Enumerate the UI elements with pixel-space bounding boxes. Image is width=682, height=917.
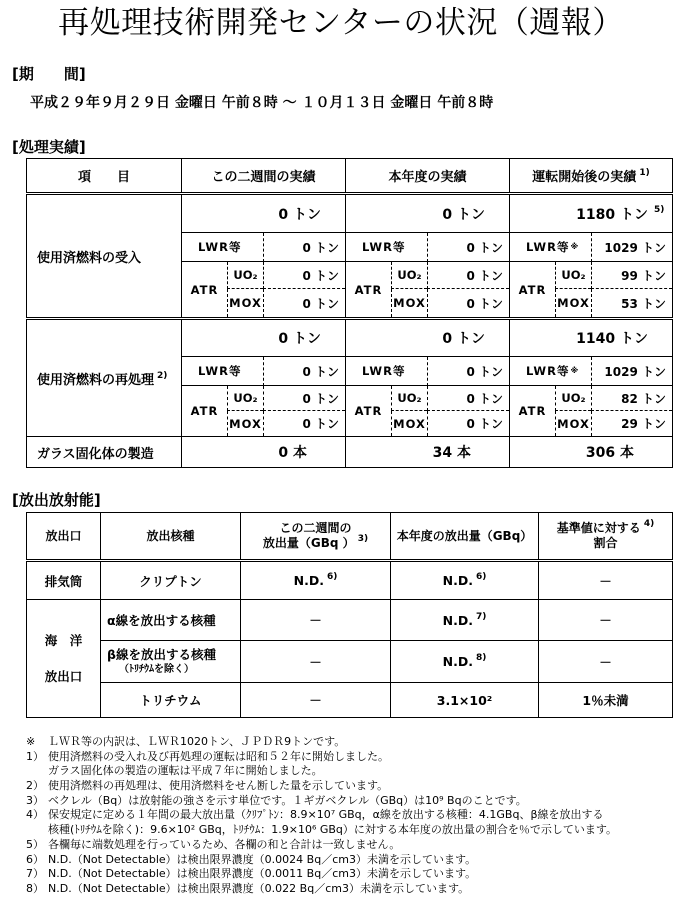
footnote-1-continued xyxy=(26,764,676,779)
mox-value: 0 トン xyxy=(263,411,345,436)
footnote-2 xyxy=(26,779,676,794)
mox-value: 29 トン xyxy=(591,411,672,436)
atr-label: ATR xyxy=(354,404,383,418)
quantity-breakdown xyxy=(182,320,345,436)
alpha-ratio: － xyxy=(539,600,673,641)
uo2-label: UO₂ xyxy=(227,262,263,289)
lwr-value: 1029 トン xyxy=(591,357,672,386)
footnote-6 xyxy=(26,853,676,868)
lwr-value: 0 トン xyxy=(427,233,509,262)
period-text: 平成２９年９月２９日 金曜日 午前８時 ～ １０月１３日 金曜日 午前８時 xyxy=(30,95,494,111)
tritium-this-year: 3.1×10² xyxy=(391,683,539,718)
period-heading: [期 間] xyxy=(12,65,86,83)
lwr-label: LWR等 xyxy=(182,233,263,262)
footnote-4 xyxy=(26,808,676,823)
receipt-row xyxy=(27,194,673,319)
note-ref: 1) xyxy=(639,168,650,178)
total-value xyxy=(510,320,672,357)
footnote-mark: 6） xyxy=(26,852,44,866)
total-amount: 0 トン xyxy=(278,206,321,223)
footnote-lwr xyxy=(26,735,676,750)
release-header-row xyxy=(27,513,673,561)
mox-label: MOX xyxy=(391,289,427,317)
total-amount: 1140 トン xyxy=(576,331,648,347)
note-ref: 2) xyxy=(157,370,168,381)
total-value xyxy=(510,195,672,233)
footnote-mark: 7） xyxy=(26,867,44,881)
mox-value: 0 トン xyxy=(263,289,345,317)
stack-two-weeks xyxy=(241,561,391,600)
stack-this-year-value: N.D. xyxy=(442,573,473,588)
footnote-text: N.D.（Not Detectable）は検出限界濃度（0.0011 Bq／cm3）未満を示しています。 xyxy=(48,867,477,881)
alpha-this-year xyxy=(391,600,539,641)
receipt-this-year-cell xyxy=(346,194,510,319)
footnote-text: 使用済燃料の再処理は、使用済燃料をせん断した量を示しています。 xyxy=(48,779,389,793)
footnote-text: N.D.（Not Detectable）は検出限界濃度（0.022 Bq／cm3）未満を示しています。 xyxy=(48,881,470,895)
stack-nuclide: クリプトン xyxy=(101,561,241,600)
uo2-label: UO₂ xyxy=(555,386,591,411)
spacer xyxy=(27,649,100,669)
processing-table xyxy=(26,158,673,468)
receipt-label: 使用済燃料の受入 xyxy=(27,194,182,319)
mox-label: MOX xyxy=(227,411,263,436)
lwr-label: LWR等 xyxy=(346,233,427,262)
footnote-mark: 5） xyxy=(26,837,44,851)
receipt-since-start-cell xyxy=(510,194,673,319)
stack-two-weeks-value: N.D. xyxy=(293,573,324,588)
lwr-label: LWR等 xyxy=(182,357,263,386)
uo2-label: UO₂ xyxy=(391,262,427,289)
footnote-text: N.D.（Not Detectable）は検出限界濃度（0.0024 Bq／cm3）未満を示しています。 xyxy=(48,852,477,866)
uo2-value: 99 トン xyxy=(591,262,672,289)
beta-nuclide-line2: （ﾄﾘﾁｳﾑを除く） xyxy=(119,664,194,675)
processing-heading: [処理実績] xyxy=(12,138,86,156)
uo2-label: UO₂ xyxy=(391,386,427,411)
total-value xyxy=(346,320,509,357)
atr-label: ATR xyxy=(518,282,547,297)
footnote-mark: 2） xyxy=(26,779,44,793)
processing-header-row xyxy=(27,159,673,194)
header-ratio-line1-wrap xyxy=(539,521,672,536)
reprocessing-label-text: 使用済燃料の再処理 xyxy=(37,372,155,388)
footnote-text: 各欄毎に端数処理を行っているため、各欄の和と合計は一致しません。 xyxy=(48,837,401,851)
header-outlet: 放出口 xyxy=(27,513,101,561)
atr-label: ATR xyxy=(190,404,219,418)
footnote-text: ガラス固化体の製造の運転は平成７年に開始しました。 xyxy=(48,764,323,778)
header-item: 項 目 xyxy=(27,159,182,194)
mox-value: 0 トン xyxy=(427,411,509,436)
footnote-4-continued xyxy=(26,823,676,838)
total-amount: 1180 トン xyxy=(576,206,648,223)
header-ratio-line2: 割合 xyxy=(593,536,618,550)
lwr-value: 0 トン xyxy=(427,357,509,386)
tritium-two-weeks: － xyxy=(241,683,391,718)
vitrification-label: ガラス固化体の製造 xyxy=(27,437,182,468)
total-value xyxy=(346,195,509,233)
header-this-year-release: 本年度の放出量（GBq） xyxy=(391,513,539,561)
header-two-weeks-line2: 放出量（GBq ） xyxy=(262,536,355,550)
quantity-breakdown xyxy=(510,320,672,436)
quantity-breakdown xyxy=(510,195,672,317)
sea-outlet xyxy=(27,600,101,718)
mox-label: MOX xyxy=(391,411,427,436)
uo2-label: UO₂ xyxy=(555,262,591,289)
lwr-label: LWR等 ※ xyxy=(510,233,591,262)
total-amount: 0 トン xyxy=(278,331,321,347)
beta-this-year-value: N.D. xyxy=(442,654,473,669)
alpha-two-weeks: － xyxy=(241,600,391,641)
quantity-breakdown xyxy=(346,320,509,436)
footnote-3 xyxy=(26,794,676,809)
footnote-mark: 3） xyxy=(26,793,44,807)
beta-row xyxy=(27,641,673,683)
lwr-value: 1029 トン xyxy=(591,233,672,262)
header-two-weeks-line2-wrap xyxy=(241,536,390,551)
note-ref: 6) xyxy=(326,572,338,582)
footnote-mark: 1） xyxy=(26,749,44,763)
note-ref: 8) xyxy=(475,653,487,663)
total-amount-wrap xyxy=(576,204,665,224)
footnote-text: ベクレル（Bq）は放射能の強さを示す単位です。１ギガベクレル（GBq）は10⁹ Bqのことです。 xyxy=(48,793,527,807)
tritium-nuclide: トリチウム xyxy=(101,683,241,718)
note-ref: 6) xyxy=(475,572,487,582)
header-since-start-text: 運転開始後の実績 xyxy=(532,170,637,185)
header-two-weeks: この二週間の実績 xyxy=(182,159,346,194)
footnote-text: 核種(ﾄﾘﾁｳﾑを除く)：9.6×10² GBq，ﾄﾘﾁｳﾑ：1.9×10⁶ GBq）に対する本年度の放出量の割合を％で示しています。 xyxy=(48,823,618,837)
total-value xyxy=(182,195,345,233)
mox-value: 0 トン xyxy=(427,289,509,317)
lwr-value: 0 トン xyxy=(263,357,345,386)
stack-this-year xyxy=(391,561,539,600)
mox-label: MOX xyxy=(555,289,591,317)
note-ref: 7) xyxy=(475,611,487,622)
quantity-breakdown xyxy=(346,195,509,317)
footnote-5 xyxy=(26,838,676,853)
vitrification-row xyxy=(27,437,673,468)
vitrification-since-start: 306 本 xyxy=(510,437,673,468)
total-amount: 0 トン xyxy=(442,331,485,347)
total-value xyxy=(182,320,345,357)
beta-ratio: － xyxy=(539,641,673,683)
note-ref: 5) xyxy=(654,204,665,215)
sea-outlet-line1: 海 洋 xyxy=(44,632,83,648)
lwr-label-text: LWR等 xyxy=(526,364,570,378)
total-amount: 0 トン xyxy=(442,206,485,223)
reprocessing-since-start-cell xyxy=(510,319,673,437)
beta-nuclide-line1: β線を放出する核種 xyxy=(107,647,216,662)
uo2-value: 0 トン xyxy=(263,262,345,289)
lwr-label-text: LWR等 xyxy=(526,240,570,254)
header-two-weeks-release xyxy=(241,513,391,561)
page-title: 再処理技術開発センターの状況（週報） xyxy=(58,5,624,41)
reprocessing-two-weeks-cell xyxy=(182,319,346,437)
release-heading: [放出放射能] xyxy=(12,491,101,509)
footnotes xyxy=(26,735,676,897)
uo2-label: UO₂ xyxy=(227,386,263,411)
lwr-label: LWR等 xyxy=(346,357,427,386)
lwr-label: LWR等 ※ xyxy=(510,357,591,386)
reprocessing-label xyxy=(27,319,182,437)
quantity-breakdown xyxy=(182,195,345,317)
atr-label: ATR xyxy=(190,282,219,297)
beta-two-weeks: － xyxy=(241,641,391,683)
mox-label: MOX xyxy=(555,411,591,436)
reprocessing-row xyxy=(27,319,673,437)
uo2-value: 0 トン xyxy=(263,386,345,411)
footnote-7 xyxy=(26,867,676,882)
header-nuclide: 放出核種 xyxy=(101,513,241,561)
vitrification-this-year: 34 本 xyxy=(346,437,510,468)
note-ref: 3) xyxy=(357,534,369,544)
alpha-this-year-value: N.D. xyxy=(442,612,473,628)
stack-ratio: － xyxy=(539,561,673,600)
release-table xyxy=(26,512,673,718)
sea-outlet-line2: 放出口 xyxy=(44,668,83,684)
beta-nuclide xyxy=(101,641,241,683)
footnote-mark: 4） xyxy=(26,808,44,822)
footnote-text: ＬＷＲ等の内訳は、ＬＷＲ1020トン、ＪＰＤＲ9トンです。 xyxy=(48,735,346,748)
header-since-start xyxy=(510,159,673,194)
uo2-value: 0 トン xyxy=(427,386,509,411)
header-ratio xyxy=(539,513,673,561)
tritium-ratio: 1％未満 xyxy=(539,683,673,718)
footnote-mark: 8） xyxy=(26,881,44,895)
atr-label: ATR xyxy=(518,404,547,418)
uo2-value: 0 トン xyxy=(427,262,509,289)
header-two-weeks-line1: この二週間の xyxy=(279,521,352,535)
beta-this-year xyxy=(391,641,539,683)
lwr-value: 0 トン xyxy=(263,233,345,262)
mox-label: MOX xyxy=(227,289,263,317)
footnote-text: 使用済燃料の受入れ及び再処理の運転は昭和５２年に開始しました。 xyxy=(48,749,389,763)
alpha-nuclide: α線を放出する核種 xyxy=(101,600,241,641)
note-ref: 4) xyxy=(643,519,655,529)
footnote-1 xyxy=(26,750,676,765)
vitrification-two-weeks: 0 本 xyxy=(182,437,346,468)
mox-value: 53 トン xyxy=(591,289,672,317)
reprocessing-this-year-cell xyxy=(346,319,510,437)
stack-row xyxy=(27,561,673,600)
uo2-value: 82 トン xyxy=(591,386,672,411)
tritium-row xyxy=(27,683,673,718)
footnote-text: 保安規定に定める１年間の最大放出量（ｸﾘﾌﾟﾄﾝ：8.9×10⁷ GBq，α線を放出する核種：4.1GBq、β線を放出する xyxy=(48,808,604,822)
receipt-two-weeks-cell xyxy=(182,194,346,319)
header-this-year: 本年度の実績 xyxy=(346,159,510,194)
header-ratio-line1: 基準値に対する xyxy=(556,521,641,535)
footnote-mark: ※ xyxy=(26,735,36,748)
footnote-8 xyxy=(26,882,676,897)
stack-outlet: 排気筒 xyxy=(27,561,101,600)
alpha-row xyxy=(27,600,673,641)
atr-label: ATR xyxy=(354,282,383,297)
